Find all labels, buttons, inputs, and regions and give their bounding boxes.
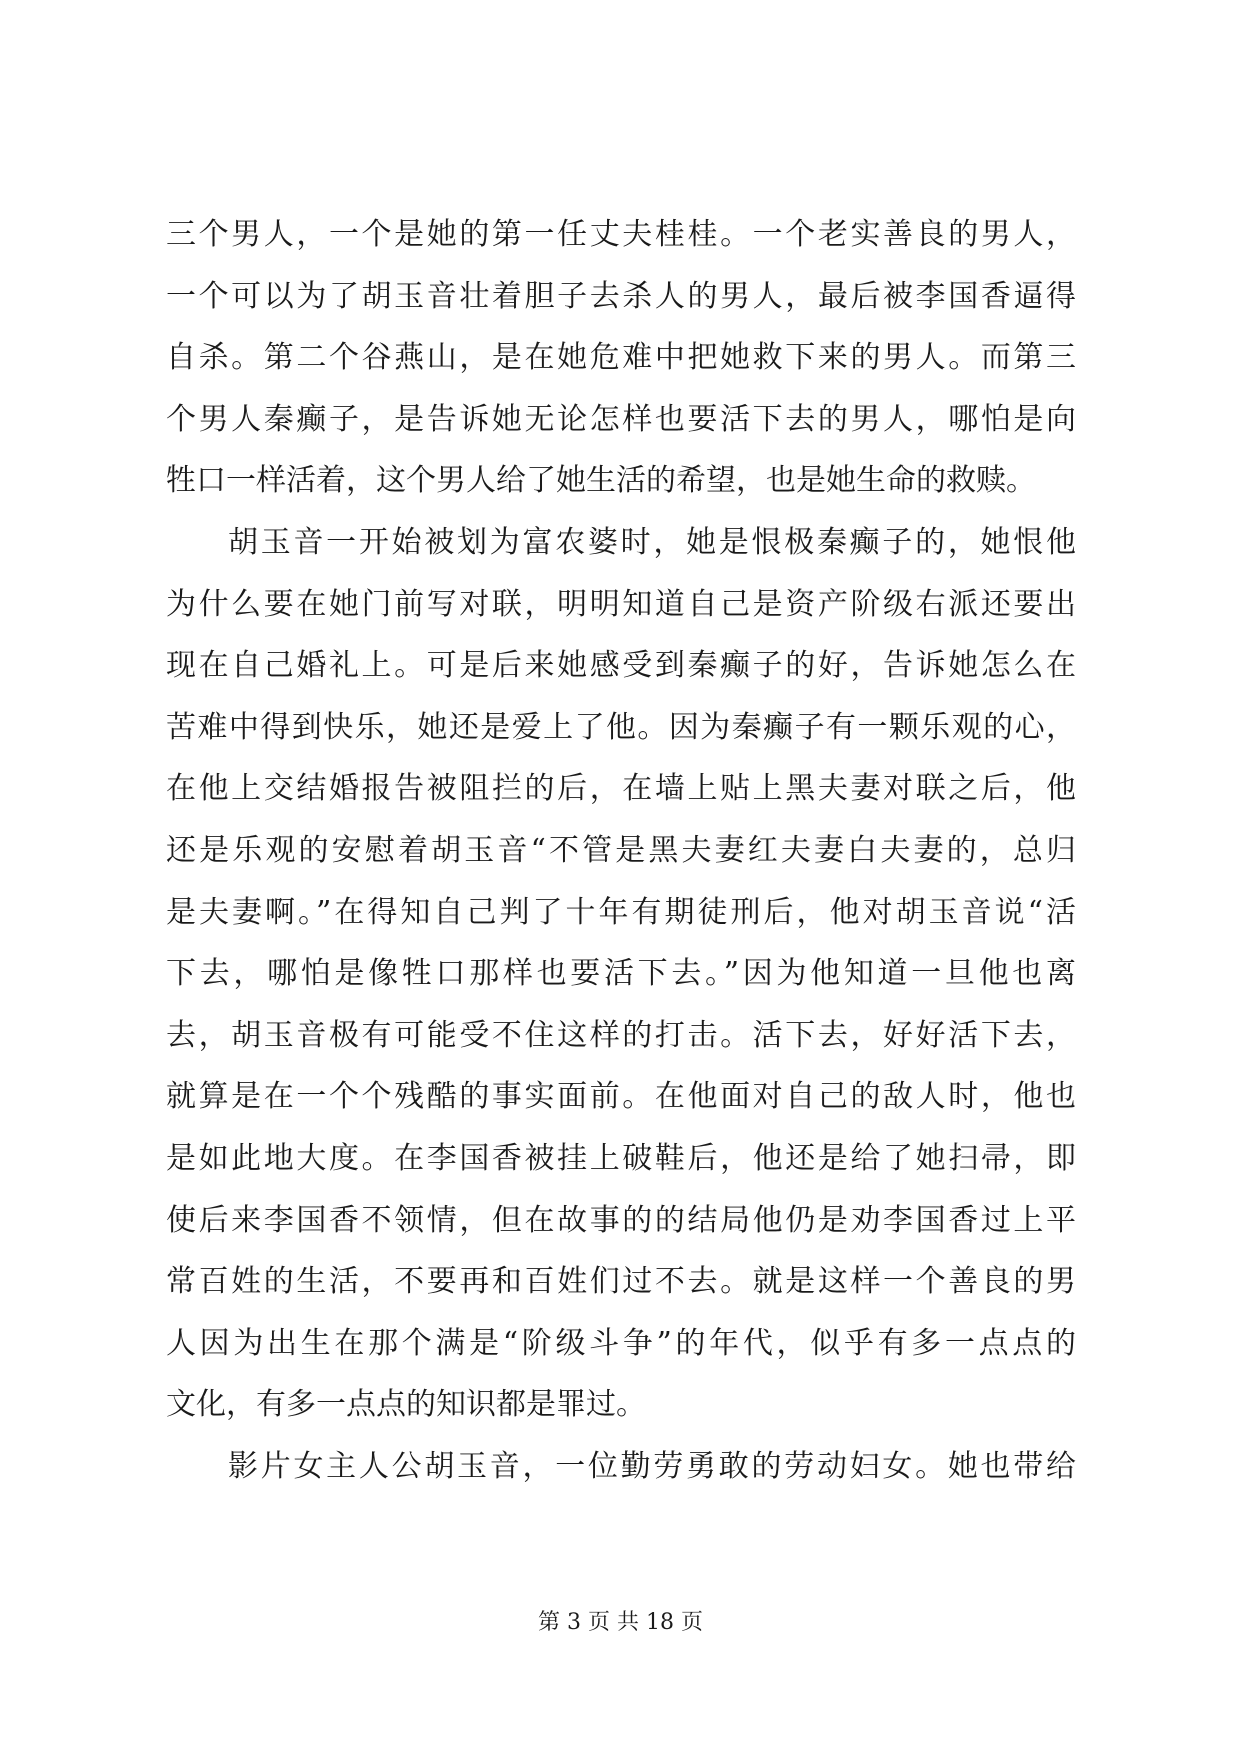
text-line: 文化，有多一点点的知识都是罪过。 — [166, 1387, 646, 1423]
text-line: 使后来李国香不领情，但在故事的的结局他仍是劝李国香过上平 — [166, 1202, 1076, 1238]
text-line: 一个可以为了胡玉音壮着胆子去杀人的男人，最后被李国香逼得 — [166, 278, 1076, 314]
text-line: 是夫妻啊。”在得知自己判了十年有期徒刑后，他对胡玉音说“活 — [166, 894, 1076, 930]
text-line: 就算是在一个个残酷的事实面前。在他面对自己的敌人时，他也 — [166, 1079, 1076, 1115]
text-line: 牲口一样活着，这个男人给了她生活的希望，也是她生命的救赎。 — [166, 463, 1036, 499]
body-text — [166, 204, 1076, 1497]
page-footer — [0, 1608, 1241, 1638]
text-line: 苦难中得到快乐，她还是爱上了他。因为秦癫子有一颗乐观的心， — [166, 709, 1076, 745]
text-line: 在他上交结婚报告被阻拦的后，在墙上贴上黑夫妻对联之后，他 — [166, 771, 1076, 807]
text-line: 下去，哪怕是像牲口那样也要活下去。”因为他知道一旦他也离 — [166, 956, 1076, 992]
text-line: 去，胡玉音极有可能受不住这样的打击。活下去，好好活下去， — [166, 1017, 1076, 1053]
text-line: 胡玉音一开始被划为富农婆时，她是恨极秦癫子的，她恨他 — [228, 524, 1076, 560]
page-number-label: 第 3 页 共 18 页 — [538, 1610, 703, 1635]
text-line: 自杀。第二个谷燕山，是在她危难中把她救下来的男人。而第三 — [166, 340, 1076, 376]
text-line: 三个男人，一个是她的第一任丈夫桂桂。一个老实善良的男人， — [166, 217, 1076, 252]
text-line: 影片女主人公胡玉音，一位勤劳勇敢的劳动妇女。她也带给 — [228, 1448, 1076, 1484]
text-line: 现在自己婚礼上。可是后来她感受到秦癫子的好，告诉她怎么在 — [166, 648, 1076, 684]
text-line: 为什么要在她门前写对联，明明知道自己是资产阶级右派还要出 — [166, 586, 1076, 622]
text-line: 个男人秦癫子，是告诉她无论怎样也要活下去的男人，哪怕是向 — [166, 401, 1076, 437]
text-line: 还是乐观的安慰着胡玉音“不管是黑夫妻红夫妻白夫妻的，总归 — [166, 832, 1076, 868]
text-line: 人因为出生在那个满是“阶级斗争”的年代，似乎有多一点点的 — [166, 1325, 1076, 1361]
text-line: 是如此地大度。在李国香被挂上破鞋后，他还是给了她扫帚，即 — [166, 1140, 1076, 1176]
text-line: 常百姓的生活，不要再和百姓们过不去。就是这样一个善良的男 — [166, 1264, 1076, 1300]
